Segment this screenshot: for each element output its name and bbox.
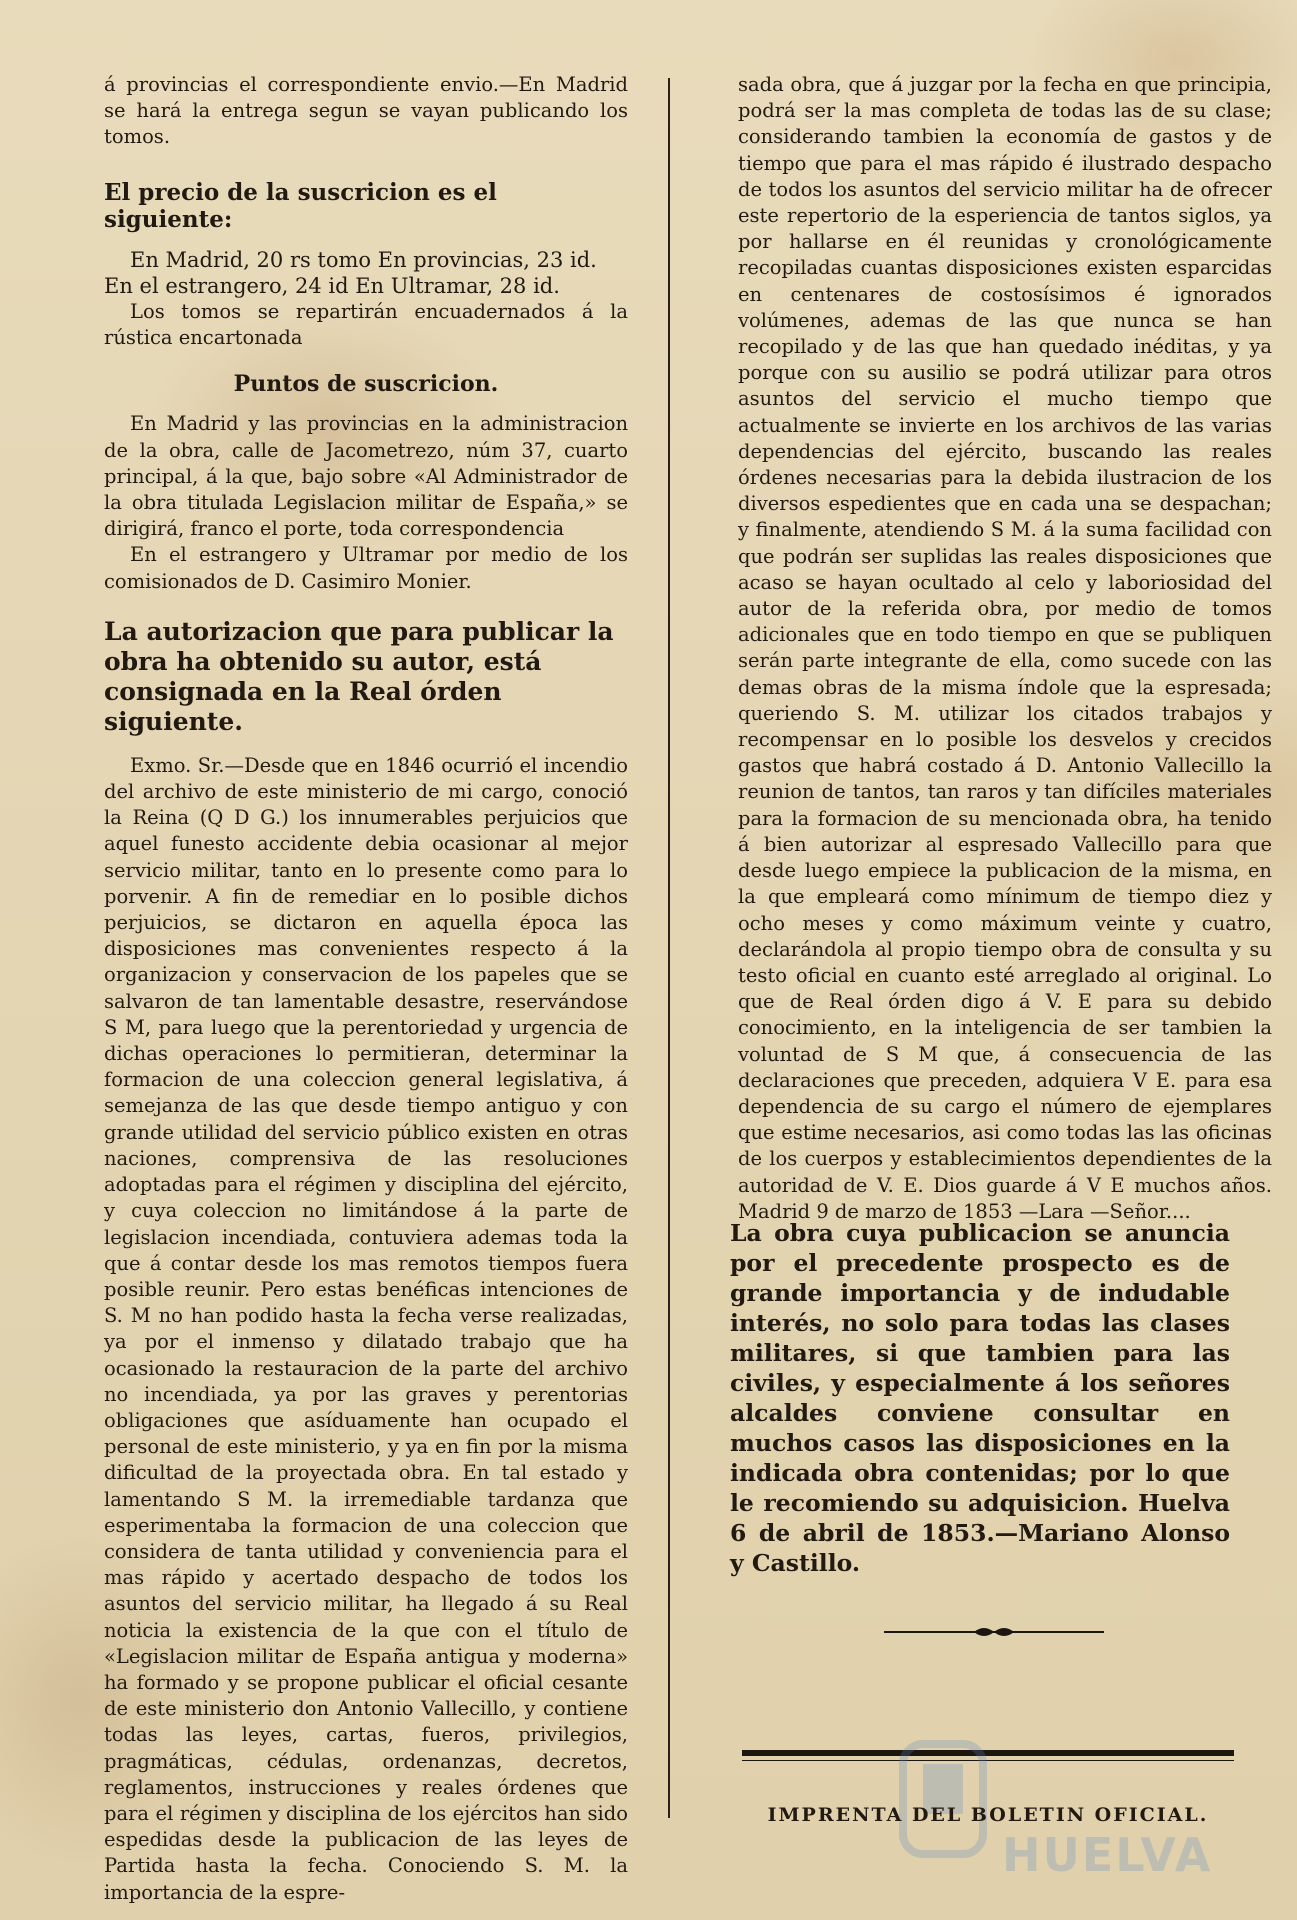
price-heading: El precio de la suscricion es el siguiente: bbox=[104, 178, 497, 233]
intro-paragraph: á provincias el correspondiente envio.—En Madrid se hará la entrega segun se vayan publicando los tomos. bbox=[104, 73, 628, 149]
price-line-1: En Madrid, 20 rs tomo En provincias, 23 id. bbox=[130, 247, 597, 272]
points-heading: Puntos de suscricion. bbox=[233, 371, 499, 398]
column-divider bbox=[668, 78, 670, 1818]
points-paragraph-2: En el estrangero y Ultramar por medio de los comisionados de D. Casimiro Monier. bbox=[104, 543, 628, 593]
price-note: Los tomos se repartirán encuadernados á la rústica encartonada bbox=[104, 300, 628, 350]
closing-note: La obra cuya publicacion se anuncia por el precedente prospecto es de grande importancia y de indudable interés, no solo para todas las clases militares, si que tambien para las civiles, y especialmente á los señores alcaldes conviene consultar en muchos casos las disposiciones en la indicada obra contenidas; por lo que le recomiendo su adquisicion. Huelva 6 de abril de 1853.—Mariano Alonso y Castillo. bbox=[730, 1219, 1230, 1577]
printer-imprint: IMPRENTA DEL BOLETIN OFICIAL. bbox=[767, 1804, 1209, 1826]
left-column bbox=[104, 72, 628, 1906]
ornament-divider bbox=[884, 1622, 1104, 1642]
price-line-2: En el estrangero, 24 id En Ultramar, 28 id. bbox=[104, 273, 560, 298]
crest-icon bbox=[888, 1724, 998, 1874]
authorization-heading: La autorizacion que para publicar la obra ha obtenido su autor, está consignada en la Real órden siguiente. bbox=[104, 616, 614, 736]
decree-paragraph: Exmo. Sr.—Desde que en 1846 ocurrió el incendio del archivo de este ministerio de mi cargo, conoció la Reina (Q D G.) los innumerables perjuicios que aquel funesto accidente debia ocasionar al mejor servicio militar, tanto en lo presente como para lo porvenir. A fin de remediar en lo posible dichos perjuicios, se dictaron en aquella época las disposiciones mas convenientes respecto á la organizacion y conservacion de los papeles que se salvaron de tan lamentable desastre, reservándose S M, para luego que la perentoriedad y urgencia de dichas operaciones lo permitieran, determinar la formacion de una coleccion general legislativa, á semejanza de las que desde tiempo antiguo y con grande utilidad del servicio público existen en otras naciones, comprensiva de las resoluciones adoptadas para el régimen y disciplina del ejército, y cuya coleccion no limitándose á la parte de legislacion incendiada, contuviera ademas toda la que á contar desde los mas remotos tiempos fuera posible reunir. Pero estas benéficas intenciones de S. M no han podido hasta la fecha verse realizadas, ya por el inmenso y dilatado trabajo que ha ocasionado la restauracion de la parte del archivo no incendiada, ya por las graves y perentorias obligaciones que asíduamente han ocupado el personal de este ministerio, y ya en fin por la misma dificultad de la proyectada obra. En tal estado y lamentando S M. la irremediable tardanza que esperimentaba la formacion de una coleccion que considera de tanta utilidad y conveniencia para el mas rápido y acertado despacho de todos los asuntos del servicio militar, ha llegado á su Real noticia la existencia de la que con el título de «Legislacion militar de España antigua y moderna» ha formado y se propone publicar el oficial cesante de este ministerio don Antonio Vallecillo, y contiene todas las leyes, cartas, fueros, privilegios, pragmáticas, cédulas, ordenanzas, decretos, reglamentos, instrucciones y reales órdenes que para el régimen y disciplina de los ejércitos han sido espedidas desde la publicacion de las leyes de Partida hasta la fecha. Conociendo S. M. la importancia de la espre- bbox=[104, 753, 628, 1904]
decree-continuation: sada obra, que á juzgar por la fecha en que principia, podrá ser la mas completa de todas las de su clase; considerando tambien la economía de gastos y de tiempo que para el mas rápido é ilustrado despacho de todos los asuntos del servicio militar ha de ofrecer este repertorio de la esperiencia de tantos siglos, ya por hallarse en él reunidas y cronológicamente recopiladas cuantas disposiciones existen esparcidas en centenares de costosísimos é ignorados volúmenes, ademas de las que nunca se han recopilado y de las que han quedado inéditas, y ya porque con su ausilio se podrá utilizar para otros asuntos del servicio el mucho tiempo que actualmente se invierte en los archivos de las varias dependencias del ejército, buscando las reales órdenes necesarias para la debida ilustracion de los diversos espedientes que en cada una se despachan; y finalmente, atendiendo S M. á la suma facilidad con que podrán ser suplidas las reales disposiciones que acaso se hayan ocultado al celo y laboriosidad del autor de la referida obra, por medio de tomos adicionales que en todo tiempo en que se publiquen serán parte integrante de ella, como sucede con las demas obras de la misma índole que la espresada; queriendo S. M. utilizar los citados trabajos y recompensar en lo posible los desvelos y crecidos gastos que habrá costado á D. Antonio Vallecillo la reunion de tantos, tan raros y tan difíciles materiales para la formacion de su mencionada obra, ha tenido á bien autorizar al espresado Vallecillo para que desde luego empiece la publicacion de la misma, en la que empleará como mínimum de tiempo diez y ocho meses y como máximum veinte y cuatro, declarándola al propio tiempo obra de consulta y su testo oficial en cuanto esté arreglado al original. Lo que de Real órden digo á V. E para su debido conocimiento, en la inteligencia de ser tambien la voluntad de S M que, á consecuencia de las declaraciones que preceden, adquiera V E. para esa dependencia de su cargo el número de ejemplares que estime necesarios, asi como todas las las oficinas de los cuerpos y establecimientos dependientes de la autoridad de V. E. Dios guarde á V E muchos años. Madrid 9 de marzo de 1853 —Lara —Señor.... bbox=[738, 73, 1272, 1223]
right-column bbox=[738, 72, 1272, 1225]
points-paragraph-1: En Madrid y las provincias en la administracion de la obra, calle de Jacometrezo, núm 37, cuarto principal, á la que, bajo sobre «Al Administrador de la obra titulada Legislacion militar de España,» se dirigirá, franco el porte, toda correspondencia bbox=[104, 412, 628, 541]
watermark-text: HUELVA bbox=[1002, 1828, 1213, 1882]
